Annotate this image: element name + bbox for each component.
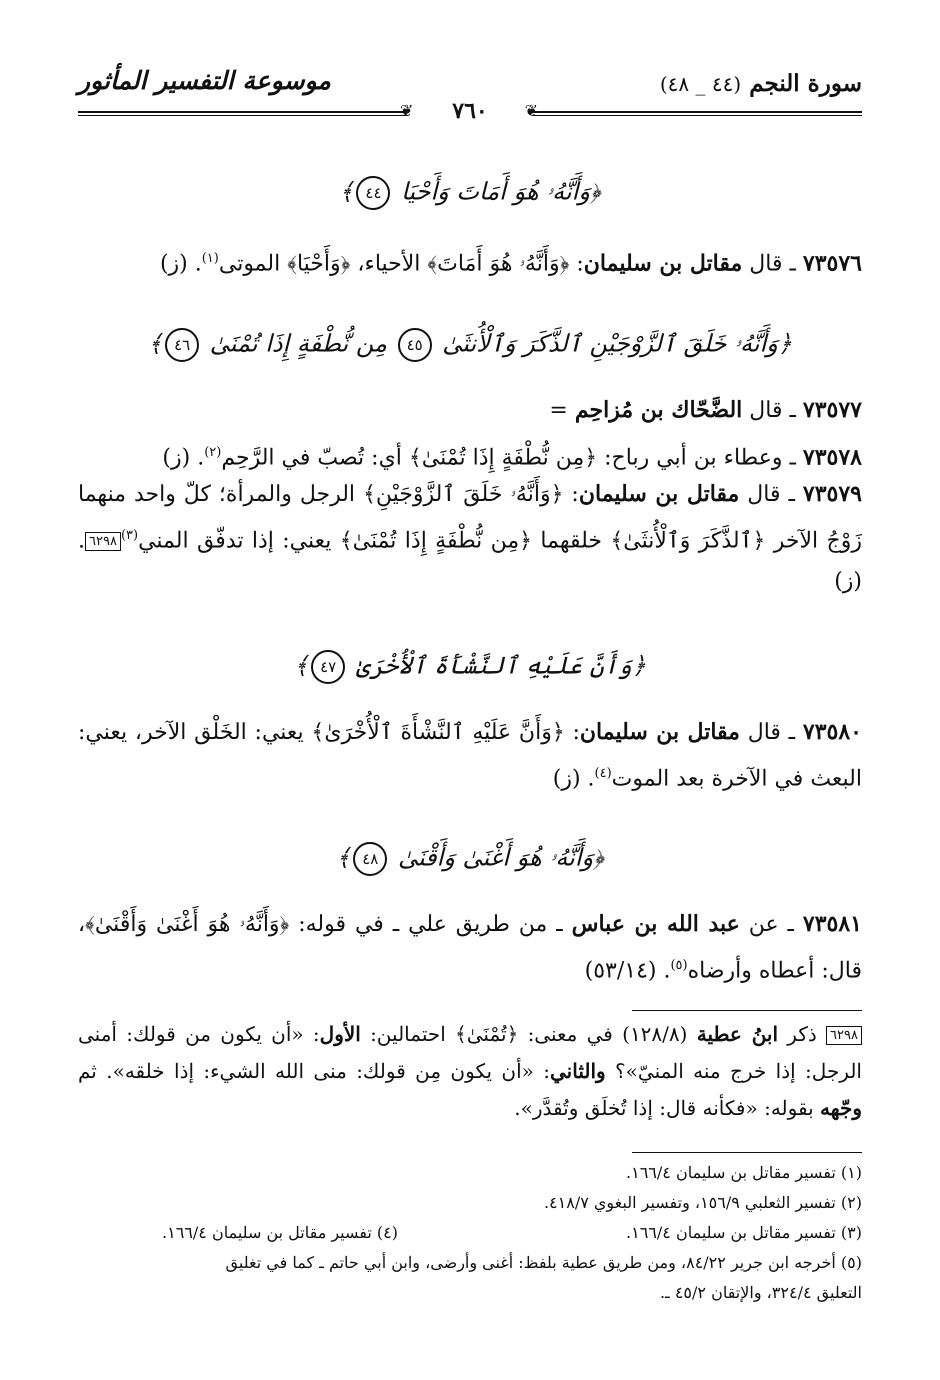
quran-verse: ﴿وَأَنَّهُۥ هُوَ أَغْنَىٰ وَأَقْنَىٰ ٤٨﴾ <box>80 842 860 876</box>
ornament-icon: ❦ <box>400 101 414 120</box>
surah-title: سورة النجم <box>749 70 862 97</box>
narration-number: ٧٣٥٧٦ <box>802 250 862 277</box>
commentary-ref-box: ٦٢٩٨ <box>85 532 121 551</box>
narration-73580: ٧٣٥٨٠ ـ قال مقاتل بن سليمان: ﴿وَأَنَّ عَلَيْهِ ٱلنَّشْأَةَ ٱلْأُخْرَىٰ﴾ يعني: الخَلْق الآخر، يعني: البعث في الآخرة بعد الموت$^{(٤)}$. (ز) <box>78 719 862 792</box>
verse-number-medallion: ٤٧ <box>311 650 345 684</box>
verse-number-medallion: ٤٨ <box>353 842 387 876</box>
verse-number-medallion: ٤٤ <box>356 176 390 210</box>
quran-verse: ﴿وَأَنَّ عَلَيْهِ ٱلنَّشْأَةَ ٱلْأُخْرَىٰ ٤٧﴾ <box>80 650 860 684</box>
footnote-ref: (٣) <box>120 528 139 543</box>
narration-73577: ٧٣٥٧٧ ـ قال الضَّحّاك بن مُزاحِم = <box>549 397 862 423</box>
quran-verse: ﴿وَأَنَّهُۥ هُوَ أَمَاتَ وَأَحْيَا ٤٤﴾ <box>80 176 860 210</box>
verse-number-medallion: ٤٦ <box>165 328 199 362</box>
footnote-separator <box>632 1152 862 1153</box>
commentary-note: ٦٢٩٨ ذكر ابنُ عطية (١٢٨/٨) في معنى: ﴿تُمْنَىٰ﴾ احتمالين: الأول: «أن يكون من قولك: أمنى الرجل: إذا خرج منه المنيّ»؟ والثاني: «أن يكون مِن قولك: منى الله الشيء: إذا خلقه». ثم وجّهه بقوله: «فكأنه قال: إذا تُخلَق وتُقدَّر». <box>78 1022 862 1120</box>
narration-number: ٧٣٥٨١ <box>802 911 862 937</box>
footnotes <box>78 1158 862 1308</box>
narrator-name: مقاتل بن سليمان <box>578 481 740 507</box>
narration-73579: ٧٣٥٧٩ ـ قال مقاتل بن سليمان: ﴿وَأَنَّهُۥ خَلَقَ ٱلزَّوْجَيْنِ﴾ الرجل والمرأة؛ كلّ واحد منهما زَوْجُ الآخر ﴿ٱلذَّكَرَ وَٱلْأُنثَىٰ﴾ خلقهما ﴿مِن نُّطْفَةٍ إِذَا تُمْنَىٰ﴾ يعني: إذا تدفّق المني$^{(٣)}$٦٢٩٨. (ز) <box>78 481 862 595</box>
narrator-name: مقاتل بن سليمان <box>583 250 743 277</box>
commentary-number-box: ٦٢٩٨ <box>826 1026 862 1045</box>
footnote-ref: (١) <box>201 251 219 266</box>
narration-number: ٧٣٥٧٧ <box>802 397 862 423</box>
footnote-3: (٣) تفسير مقاتل بن سليمان ١٦٦/٤. <box>626 1223 862 1242</box>
narration-73581: ٧٣٥٨١ ـ عن عبد الله بن عباس ـ من طريق علي ـ في قوله: ﴿وَأَنَّهُۥ هُوَ أَغْنَىٰ وَأَقْنَىٰ﴾، قال: أعطاه وأرضاه$^{(٥)}$. (٥٣/١٤) <box>78 911 862 984</box>
footnote-5-cont: التعليق ٣٢٤/٤، والإتقان ٤٥/٢ ـ. <box>659 1283 862 1302</box>
narration-number: ٧٣٥٧٨ <box>802 444 862 471</box>
narration-73578: ٧٣٥٧٨ ـ وعطاء بن أبي رباح: ﴿مِن نُّطْفَةٍ إِذَا تُمْنَىٰ﴾ أي: تُصبّ في الرَّحِم$^{(٢)}$. (ز) <box>162 444 862 471</box>
ornament-icon: ❦ <box>524 101 538 120</box>
narrator-name: عبد الله بن عباس <box>571 911 740 937</box>
narrator-name: مقاتل بن سليمان <box>579 719 740 745</box>
surah-header <box>660 70 862 97</box>
narration-number: ٧٣٥٨٠ <box>802 719 862 745</box>
quran-verse: ﴿وَأَنَّهُۥ خَلَقَ ٱلزَّوْجَيْنِ ٱلذَّكَرَ وَٱلْأُنثَىٰ ٤٥ مِن نُّطْفَةٍ إِذَا تُمْنَىٰ ٤٦﴾ <box>80 328 860 362</box>
page-number: ٧٦٠ <box>452 98 488 124</box>
commentary-separator <box>632 1010 862 1011</box>
narrator-name: الضَّحّاك بن مُزاحِم <box>574 397 743 423</box>
footnote-row <box>162 1218 862 1248</box>
verse-range: (٤٤ _ ٤٨) <box>659 72 742 96</box>
footnote-ref: (٥) <box>670 958 688 973</box>
footnote-4: (٤) تفسير مقاتل بن سليمان ١٦٦/٤. <box>162 1223 398 1242</box>
footnote-ref: (٢) <box>204 445 222 460</box>
narration-73576: ٧٣٥٧٦ ـ قال مقاتل بن سليمان: ﴿وَأَنَّهُۥ هُوَ أَمَاتَ﴾ الأحياء، ﴿وَأَحْيَا﴾ الموتى$^{(١)}$. (ز) <box>159 250 862 277</box>
verse-number-medallion: ٤٥ <box>398 328 432 362</box>
footnote-2: (٢) تفسير الثعلبي ١٥٦/٩، وتفسير البغوي ٤١٨/٧. <box>543 1193 862 1212</box>
footnote-1: (١) تفسير مقاتل بن سليمان ١٦٦/٤. <box>626 1163 862 1182</box>
narration-number: ٧٣٥٧٩ <box>802 481 862 507</box>
footnote-ref: (٤) <box>594 766 612 781</box>
footnote-5: (٥) أخرجه ابن جرير ٨٤/٢٢، ومن طريق عطية بلفظ: أغنى وأرضى، وابن أبي حاتم ـ كما في تغليق <box>225 1253 862 1272</box>
book-title: موسوعة التفسير المأثور <box>78 66 331 95</box>
